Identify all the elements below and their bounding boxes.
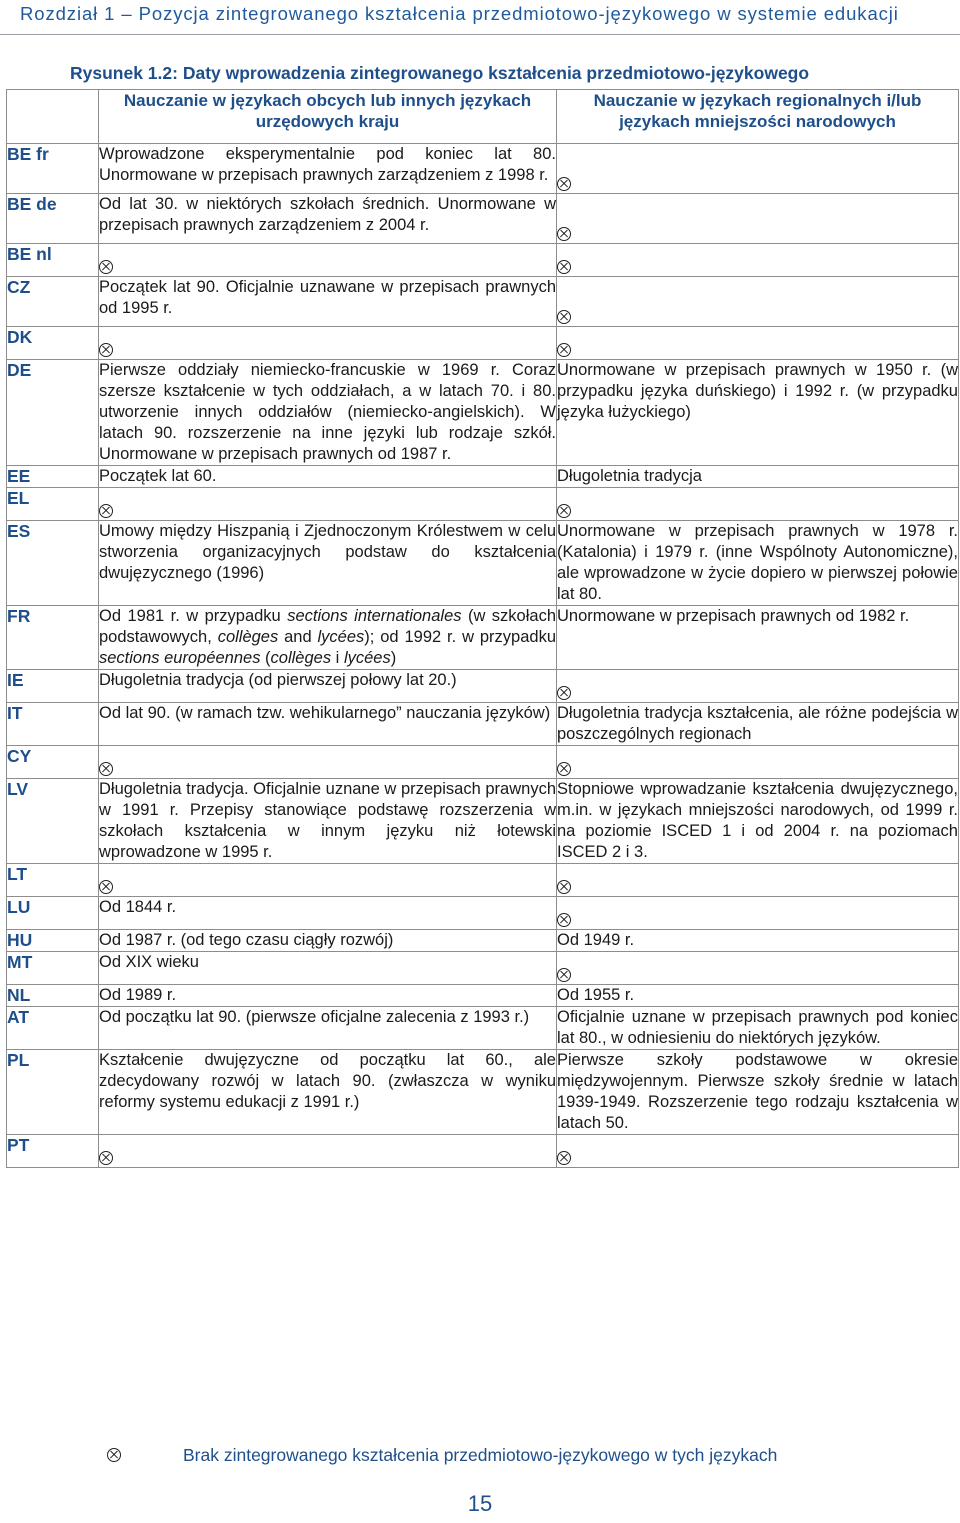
cell-text: Od XIX wieku <box>99 953 199 971</box>
cell-text: Wprowadzone eksperymentalnie pod koniec lat 80. Unormowane w przepisach prawnych zarządzeniem z 1998 r. <box>99 145 556 184</box>
cell-regional-languages <box>557 897 959 930</box>
cell-text: Od 1987 r. (od tego czasu ciągły rozwój) <box>99 931 394 949</box>
country-code: IE <box>7 670 99 703</box>
crossed-circle-icon <box>557 913 571 927</box>
crossed-circle-icon <box>557 310 571 324</box>
page-number: 15 <box>467 1491 493 1516</box>
figure-title: Rysunek 1.2: Daty wprowadzenia zintegrowanego kształcenia przedmiotowo-językowego <box>70 63 810 83</box>
italic-term: sections européennes <box>99 649 261 667</box>
legend-text: Brak zintegrowanego kształcenia przedmiotowo-językowego w tych językach <box>183 1445 778 1465</box>
cell-regional-languages <box>557 746 959 779</box>
cell-regional-languages <box>557 1007 959 1050</box>
cell-foreign-languages <box>99 466 557 488</box>
country-code: EL <box>7 488 99 521</box>
country-code: CY <box>7 746 99 779</box>
table-row <box>7 144 959 194</box>
cell-text: Umowy między Hiszpanią i Zjednoczonym Królestwem w celu stworzenia organizacyjnych podstaw do kształcenia dwujęzycznego (1996) <box>99 522 556 582</box>
italic-term: sections internationales <box>287 607 462 625</box>
cell-text: Od 1844 r. <box>99 898 177 916</box>
table-row <box>7 703 959 746</box>
cell-foreign-languages <box>99 1135 557 1168</box>
cell-foreign-languages <box>99 746 557 779</box>
cell-foreign-languages <box>99 606 557 670</box>
cell-foreign-languages <box>99 144 557 194</box>
cell-text: Pierwsze szkoły podstawowe w okresie międzywojennym. Pierwsze szkoły średnie w latach 1939-1949. Rozszerzenie tego rodzaju kształcenia w latach 50. <box>557 1051 958 1132</box>
crossed-circle-icon <box>557 880 571 894</box>
table-row <box>7 488 959 521</box>
table-row <box>7 194 959 244</box>
country-code: MT <box>7 952 99 985</box>
cell-foreign-languages <box>99 864 557 897</box>
cell-text: Od początku lat 90. (pierwsze oficjalne zalecenia z 1993 r.) <box>99 1008 530 1026</box>
crossed-circle-icon <box>107 1448 121 1462</box>
text-fragment: Od 1981 r. w przypadku <box>99 607 288 625</box>
cell-regional-languages <box>557 985 959 1007</box>
cell-text: Od lat 90. (w ramach tzw. wehikularnego” nauczania języków) <box>99 704 551 722</box>
cell-text: Długoletnia tradycja <box>557 467 702 485</box>
crossed-circle-icon <box>557 968 571 982</box>
table-row <box>7 897 959 930</box>
column-header-regional-languages: Nauczanie w językach regionalnych i/lub językach mniejszości narodowych <box>557 90 959 144</box>
table-row <box>7 277 959 327</box>
table-row <box>7 670 959 703</box>
country-code: IT <box>7 703 99 746</box>
cell-text: Od 1989 r. <box>99 986 177 1004</box>
table-row <box>7 1135 959 1168</box>
column-header-foreign-languages: Nauczanie w językach obcych lub innych językach urzędowych kraju <box>99 90 557 144</box>
text-fragment: ) <box>390 649 397 667</box>
text-fragment: ); od 1992 r. w przypadku <box>364 628 556 646</box>
country-code: LT <box>7 864 99 897</box>
cell-regional-languages <box>557 606 959 670</box>
crossed-circle-icon <box>557 227 571 241</box>
table-header-row <box>7 90 959 144</box>
italic-term: lycées <box>343 649 391 667</box>
country-code: LU <box>7 897 99 930</box>
country-code: HU <box>7 930 99 952</box>
cell-text: Długoletnia tradycja kształcenia, ale różne podejścia w poszczególnych regionach <box>557 704 958 743</box>
crossed-circle-icon <box>99 343 113 357</box>
cell-foreign-languages <box>99 670 557 703</box>
crossed-circle-icon <box>557 260 571 274</box>
country-code: BE nl <box>7 244 99 277</box>
country-code: AT <box>7 1007 99 1050</box>
table-row <box>7 952 959 985</box>
cell-regional-languages <box>557 1050 959 1135</box>
running-header: Rozdział 1 – Pozycja zintegrowanego kształcenia przedmiotowo-językowego w systemie edukacji <box>20 3 899 24</box>
table-body <box>7 144 959 1168</box>
crossed-circle-icon <box>557 686 571 700</box>
crossed-circle-icon <box>99 762 113 776</box>
cell-regional-languages <box>557 277 959 327</box>
table-row <box>7 1007 959 1050</box>
crossed-circle-icon <box>557 762 571 776</box>
table-row <box>7 327 959 360</box>
table-row <box>7 930 959 952</box>
crossed-circle-icon <box>557 343 571 357</box>
cell-text: Początek lat 90. Oficjalnie uznawane w przepisach prawnych od 1995 r. <box>99 278 556 317</box>
country-code: BE de <box>7 194 99 244</box>
cell-text: Stopniowe wprowadzanie kształcenia dwujęzycznego, m.in. w językach mniejszości narodowych, od 1999 r. na poziomie ISCED 1 i od 2004 r. na poziomach ISCED 2 i 3. <box>557 780 958 861</box>
cell-text: Od 1949 r. <box>557 931 635 949</box>
cell-regional-languages <box>557 466 959 488</box>
crossed-circle-icon <box>557 1151 571 1165</box>
cell-text: Unormowane w przepisach prawnych od 1982 r. <box>557 607 910 625</box>
italic-term: collèges <box>270 649 332 667</box>
cell-regional-languages <box>557 864 959 897</box>
cell-foreign-languages <box>99 930 557 952</box>
cell-foreign-languages <box>99 277 557 327</box>
cell-regional-languages <box>557 194 959 244</box>
text-fragment: and <box>278 628 318 646</box>
cell-foreign-languages <box>99 244 557 277</box>
country-code: PT <box>7 1135 99 1168</box>
crossed-circle-icon <box>99 1151 113 1165</box>
cell-text: Początek lat 60. <box>99 467 217 485</box>
cell-text: Od lat 30. w niektórych szkołach średnich. Unormowane w przepisach prawnych zarządzeniem z 2004 r. <box>99 195 556 234</box>
table-row <box>7 244 959 277</box>
cell-text: Oficjalnie uznane w przepisach prawnych pod koniec lat 80., w odniesieniu do niektórych języków. <box>557 1008 958 1047</box>
table-row <box>7 985 959 1007</box>
table-row <box>7 1050 959 1135</box>
country-code: FR <box>7 606 99 670</box>
country-code: CZ <box>7 277 99 327</box>
country-code: DK <box>7 327 99 360</box>
cell-foreign-languages <box>99 360 557 466</box>
cell-foreign-languages <box>99 952 557 985</box>
italic-term: lycées <box>317 628 365 646</box>
country-code: ES <box>7 521 99 606</box>
italic-term: collèges <box>217 628 279 646</box>
cell-regional-languages <box>557 952 959 985</box>
cell-foreign-languages <box>99 488 557 521</box>
text-fragment: ( <box>260 649 271 667</box>
header-divider <box>0 34 960 35</box>
header-corner <box>7 90 99 144</box>
legend <box>107 1445 777 1466</box>
cell-regional-languages <box>557 360 959 466</box>
crossed-circle-icon <box>99 504 113 518</box>
text-fragment: i <box>331 649 344 667</box>
cell-foreign-languages <box>99 1050 557 1135</box>
table-row <box>7 360 959 466</box>
country-code: NL <box>7 985 99 1007</box>
table-row <box>7 864 959 897</box>
cell-text: Długoletnia tradycja (od pierwszej połowy lat 20.) <box>99 671 457 689</box>
table-row <box>7 746 959 779</box>
cell-text: Pierwsze oddziały niemiecko-francuskie w 1969 r. Coraz szersze kształcenie w tych oddziałach, a w latach 70. i 80. utworzenie innych oddziałów (niemiecko-angielskich). W latach 90. rozszerzenie na inne języki lub rodzaje szkół. Unormowane w przepisach prawnych od 1987 r. <box>99 361 556 463</box>
cell-foreign-languages <box>99 703 557 746</box>
cell-foreign-languages <box>99 985 557 1007</box>
cell-regional-languages <box>557 244 959 277</box>
cell-regional-languages <box>557 930 959 952</box>
cell-regional-languages <box>557 1135 959 1168</box>
cell-regional-languages <box>557 670 959 703</box>
country-code: PL <box>7 1050 99 1135</box>
crossed-circle-icon <box>557 504 571 518</box>
cell-text: Kształcenie dwujęzyczne od początku lat 60., ale zdecydowany rozwój w latach 90. (zwłaszcza w wyniku reformy systemu edukacji z 1991 r.) <box>99 1051 556 1111</box>
cell-regional-languages <box>557 488 959 521</box>
table-row <box>7 779 959 864</box>
cell-foreign-languages <box>99 194 557 244</box>
cell-regional-languages <box>557 703 959 746</box>
cell-text: Unormowane w przepisach prawnych w 1978 r. (Katalonia) i 1979 r. (inne Wspólnoty Autonomiczne), ale wprowadzone w życie dopiero w pierwszej połowie lat 80. <box>557 522 958 603</box>
table-row <box>7 521 959 606</box>
cell-text: Unormowane w przepisach prawnych w 1950 r. (w przypadku języka duńskiego) i 1992 r. (w przypadku języka łużyckiego) <box>557 361 958 421</box>
cell-foreign-languages <box>99 1007 557 1050</box>
cell-foreign-languages <box>99 779 557 864</box>
cell-regional-languages <box>557 327 959 360</box>
cell-text: Długoletnia tradycja. Oficjalnie uznane w przepisach prawnych w 1991 r. Przepisy stanowiące podstawę rozszerzenia w szkołach kształcenia w innym języku niż łotewski wprowadzone w 1995 r. <box>99 780 556 861</box>
table-row <box>7 466 959 488</box>
cell-foreign-languages <box>99 327 557 360</box>
cell-foreign-languages <box>99 897 557 930</box>
crossed-circle-icon <box>557 177 571 191</box>
text-fragment: (w szkołach podstawowych, <box>99 607 557 646</box>
table-row <box>7 606 959 670</box>
crossed-circle-icon <box>99 880 113 894</box>
country-code: EE <box>7 466 99 488</box>
cell-regional-languages <box>557 779 959 864</box>
country-code: BE fr <box>7 144 99 194</box>
figure-table <box>6 89 959 1168</box>
cell-text: Od 1955 r. <box>557 986 635 1004</box>
country-code: DE <box>7 360 99 466</box>
crossed-circle-icon <box>99 260 113 274</box>
cell-foreign-languages <box>99 521 557 606</box>
country-code: LV <box>7 779 99 864</box>
cell-regional-languages <box>557 521 959 606</box>
cell-regional-languages <box>557 144 959 194</box>
